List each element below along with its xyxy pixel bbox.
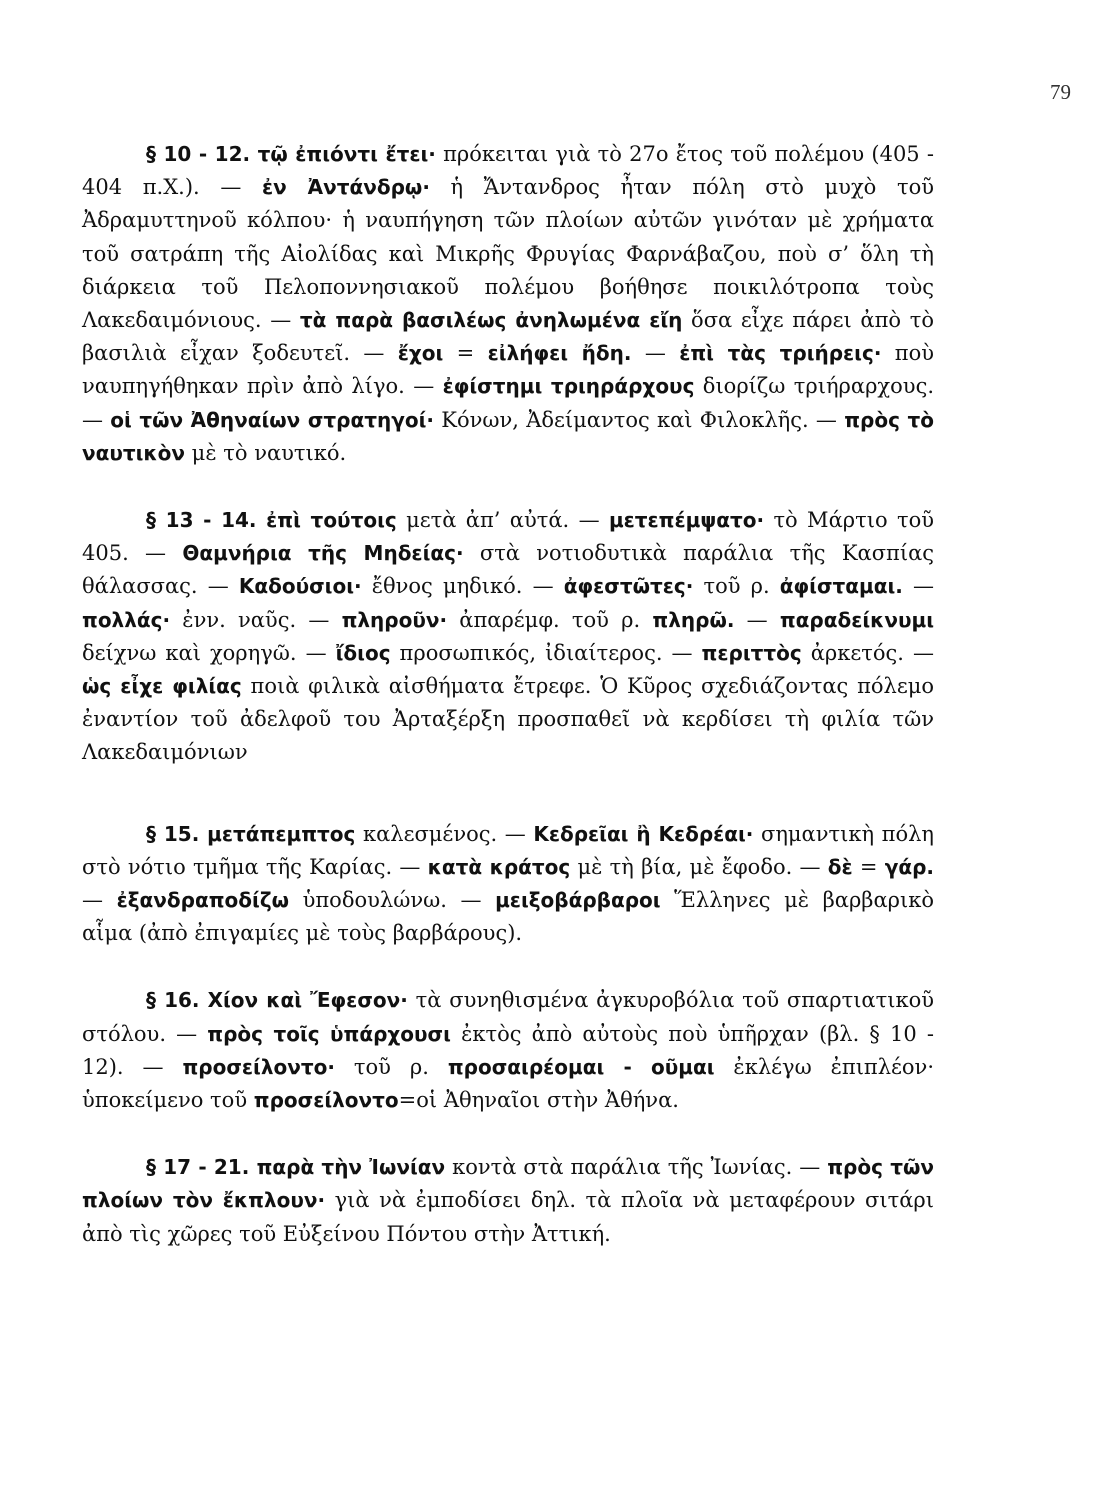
gloss-text: =	[852, 854, 885, 879]
gloss-text: ἐκλέγω ἐπιπλέον· ὑποκείμενο τοῦ	[82, 1054, 935, 1113]
lemma-term: κατὰ κράτος	[427, 854, 571, 879]
gloss-text: ποιὰ φιλικὰ αἰσθήματα ἔτρεφε. Ὁ Κῦρος σχεδιάζοντας πόλεμο ἐναντίον τοῦ ἀδελφοῦ του Ἀρταξέρξη προσπαθεῖ νὰ κερδίσει τὴ φιλία τῶν Λακεδαιμόνιων	[82, 674, 934, 765]
gloss-text: σημαντικὴ πόλη στὸ νότιο τμῆμα τῆς Καρίας. —	[82, 821, 934, 879]
lemma-term: § 16. Χίον καὶ Ἔφεσον·	[146, 988, 408, 1013]
lemma-term: τὰ παρὰ βασιλέως ἀνηλωμένα εἴη	[299, 308, 683, 333]
lemma-term: παραδείκνυμι	[779, 607, 934, 632]
gloss-text: καλεσμένος. —	[355, 821, 534, 846]
lemma-term: πολλάς·	[82, 607, 171, 632]
lemma-term: ἀφεστῶτες·	[563, 574, 694, 599]
gloss-text: κοντὰ στὰ παράλια τῆς Ἰωνίας. —	[445, 1155, 828, 1180]
lemma-term: μετεπέμψατο·	[608, 508, 765, 533]
lemma-term: πληρῶ.	[652, 607, 735, 632]
lemma-term: § 17 - 21. παρὰ τὴν Ἰωνίαν	[146, 1155, 446, 1180]
gloss-text: ποὺ ναυπηγήθηκαν πρὶν ἀπὸ λίγο. —	[82, 341, 934, 399]
lemma-term: προσείλοντο	[253, 1088, 399, 1113]
gloss-text: —	[631, 341, 680, 366]
lemma-term: περιττὸς	[701, 640, 802, 665]
paragraph-section-10-12	[82, 138, 934, 470]
gloss-text: ὅσα εἶχε πάρει ἀπὸ τὸ βασιλιὰ εἶχαν ξοδευτεῖ. —	[82, 308, 934, 366]
gloss-text: μετὰ ἀπ’ αὐτά. —	[396, 508, 609, 533]
gloss-text: ἀπαρέμφ. τοῦ ρ.	[447, 607, 653, 632]
lemma-term: ἀφίσταμαι.	[779, 574, 903, 599]
lemma-term: ἐξανδραποδίζω	[116, 888, 290, 913]
lemma-term: ἔχοι	[397, 341, 444, 366]
gloss-text: —	[82, 888, 117, 913]
gloss-text: ἀρκετός. —	[801, 640, 934, 665]
gloss-text: προσωπικός, ἰδιαίτερος. —	[390, 640, 702, 665]
gloss-text: τοῦ ρ.	[334, 1054, 448, 1079]
lemma-term: Κεδρεῖαι ἢ Κεδρέαι·	[533, 821, 754, 846]
gloss-text: στὰ νοτιοδυτικὰ παράλια τῆς Κασπίας θάλασσας. —	[82, 541, 935, 599]
gloss-text: ὑποδουλώνω. —	[289, 888, 496, 913]
paragraph-section-17-21	[82, 1151, 934, 1251]
gloss-text: πρόκειται γιὰ τὸ 27ο ἔτος τοῦ πολέμου (405 - 404 π.Χ.). —	[82, 142, 934, 200]
gloss-text: ἐνν. ναῦς. —	[170, 607, 342, 632]
lemma-term: πληροῦν·	[341, 607, 448, 632]
gloss-text: —	[734, 607, 780, 632]
lemma-term: § 15. μετάπεμπτος	[146, 821, 356, 846]
gloss-text: Κόνων, Ἀδείμαντος καὶ Φιλοκλῆς. —	[434, 407, 845, 432]
gloss-text: Ἕλληνες μὲ βαρβαρικὸ αἷμα (ἀπὸ ἐπιγαμίες μὲ τοὺς βαρβάρους).	[82, 888, 934, 946]
gloss-text: μὲ τὴ βία, μὲ ἔφοδο. —	[570, 854, 828, 879]
lemma-term: Θαμνήρια τῆς Μηδείας·	[182, 541, 464, 566]
lemma-term: προσαιρέομαι - οῦμαι	[447, 1054, 715, 1079]
paragraph-section-15	[82, 818, 934, 951]
gloss-text: γιὰ νὰ ἐμποδίσει δηλ. τὰ πλοῖα νὰ μεταφέρουν σιτάρι ἀπὸ τὶς χῶρες τοῦ Εὐξείνου Πόντου στὴν Ἀττική.	[82, 1188, 934, 1246]
lemma-term: πρὸς τῶν πλοίων τὸν ἔκπλουν·	[82, 1155, 934, 1213]
lemma-term: § 13 - 14. ἐπὶ τούτοις	[146, 508, 397, 533]
gloss-text: ἐκτὸς ἀπὸ αὐτοὺς ποὺ ὑπῆρχαν (βλ. § 10 - 12). —	[82, 1021, 935, 1079]
gloss-text: διορίζω τριήραρχους. —	[82, 374, 935, 432]
lemma-term: ἐπὶ τὰς τριήρεις·	[679, 341, 882, 366]
gloss-text: τὰ συνηθισμένα ἀγκυροβόλια τοῦ σπαρτιατικοῦ στόλου. —	[82, 988, 934, 1046]
lemma-term: δὲ	[827, 854, 853, 879]
lemma-term: εἰλήφει ἤδη.	[487, 341, 632, 366]
gloss-text: ἔθνος μηδικό. —	[361, 574, 564, 599]
lemma-term: μειξοβάρβαροι	[495, 888, 661, 913]
lemma-term: ἴδιος	[335, 640, 391, 665]
page-number: 79	[1050, 80, 1071, 104]
lemma-term: οἱ τῶν Ἀθηναίων στρατηγοί·	[110, 407, 434, 432]
lemma-term: πρὸς τὸ ναυτικὸν	[82, 407, 934, 465]
lemma-term: ἐφίστημι τριηράρχους	[442, 374, 695, 399]
lemma-term: προσείλοντο·	[182, 1054, 335, 1079]
gloss-text: δείχνω καὶ χορηγῶ. —	[82, 640, 336, 665]
paragraph-section-13-14	[82, 504, 934, 770]
gloss-text: τοῦ ρ.	[693, 574, 780, 599]
lemma-term: γάρ.	[884, 854, 934, 879]
lemma-term: πρὸς τοῖς ὑπάρχουσι	[207, 1021, 451, 1046]
paragraph-section-16	[82, 984, 934, 1117]
gloss-text: ἡ Ἄντανδρος ἦταν πόλη στὸ μυχὸ τοῦ Ἀδραμυττηνοῦ κόλπου· ἡ ναυπήγηση τῶν πλοίων αὐτῶν γινόταν μὲ χρήματα τοῦ σατράπη τῆς Αἰολίδας καὶ Μικρῆς Φρυγίας Φαρνάβαζου, ποὺ σ’ ὅλη τὴ διάρκεια τοῦ Πελοποννησιακοῦ πολέμου βοήθησε ποικιλότροπα τοὺς Λακεδαιμόνιους. —	[82, 175, 934, 333]
lemma-term: ὡς εἶχε φιλίας	[82, 674, 242, 699]
lemma-term: Καδούσιοι·	[238, 574, 362, 599]
gloss-text: τὸ Μάρτιο τοῦ 405. —	[82, 508, 934, 566]
lemma-term: ἐν Ἀντάνδρῳ·	[261, 175, 430, 200]
lemma-term: § 10 - 12. τῷ ἐπιόντι ἔτει·	[146, 142, 436, 166]
gloss-text: =	[443, 341, 488, 366]
commentary-body	[82, 138, 934, 1251]
gloss-text: μὲ τὸ ναυτικό.	[185, 440, 347, 465]
gloss-text: =οἱ Ἀθηναῖοι στὴν Ἀθήνα.	[398, 1088, 679, 1113]
gloss-text: —	[902, 574, 935, 599]
